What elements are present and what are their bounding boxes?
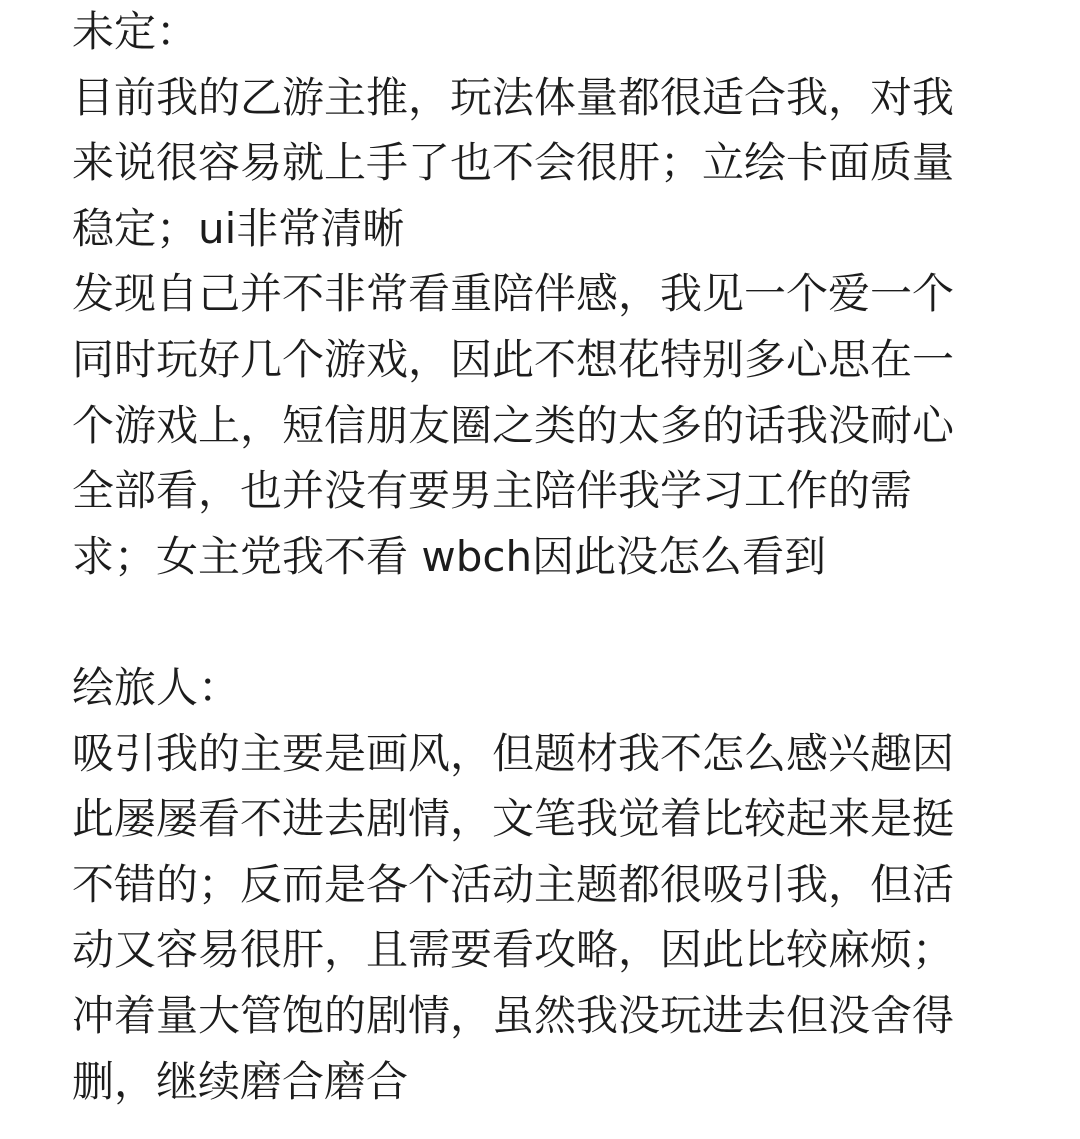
text-line: 个游戏上，短信朋友圈之类的太多的话我没耐心 (72, 400, 955, 450)
text-line: 稳定；ui非常清晰 (72, 203, 405, 253)
text-line: 吸引我的主要是画风，但题材我不怎么感兴趣因 (72, 728, 955, 778)
text-line: 求；女主党我不看 wbch因此没怎么看到 (72, 531, 827, 581)
text-line: 不错的；反而是各个活动主题都很吸引我，但活 (72, 859, 955, 909)
text-line: 此屡屡看不进去剧情，文笔我觉着比较起来是挺 (72, 794, 955, 844)
text-line: 目前我的乙游主推，玩法体量都很适合我，对我 (72, 72, 955, 122)
paragraph-gap (72, 589, 1012, 655)
text-line: 同时玩好几个游戏，因此不想花特别多心思在一 (72, 334, 955, 384)
text-line: 删，继续磨合磨合 (72, 1056, 409, 1106)
text-line: 发现自己并不非常看重陪伴感，我见一个爱一个 (72, 269, 955, 319)
text-line: 冲着量大管饱的剧情，虽然我没玩进去但没舍得 (72, 990, 955, 1040)
section-heading-weiding: 未定： (72, 7, 199, 56)
note-text (72, 0, 1012, 1114)
text-line: 全部看，也并没有要男主陪伴我学习工作的需 (72, 466, 913, 516)
text-line: 来说很容易就上手了也不会很肝；立绘卡面质量 (72, 138, 955, 188)
text-line: 动又容易很肝，且需要看攻略，因此比较麻烦； (72, 925, 955, 975)
section-heading-huilvren: 绘旅人： (72, 662, 241, 712)
